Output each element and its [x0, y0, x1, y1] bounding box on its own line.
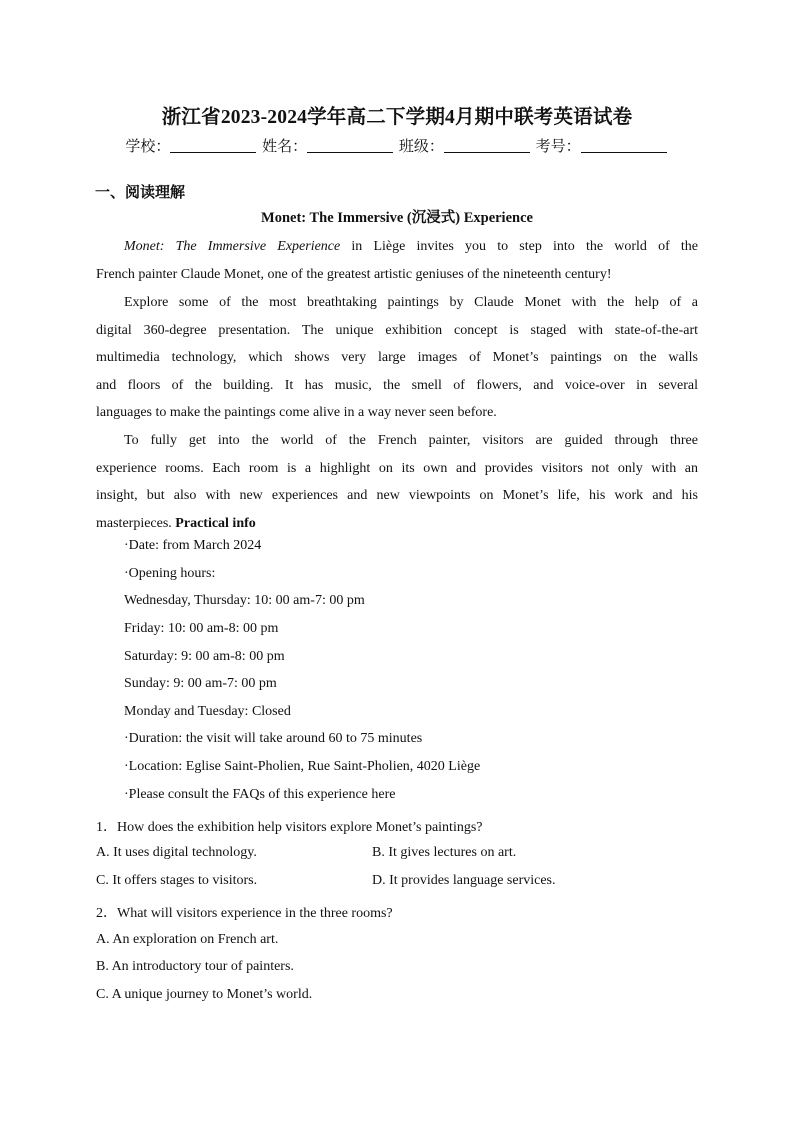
question-2-option-a[interactable]: A. An exploration on French art. — [96, 932, 279, 947]
question-1-option-a[interactable]: A. It uses digital technology. — [96, 845, 257, 860]
name-blank[interactable] — [307, 138, 393, 153]
paragraph-line: experience rooms. Each room is a highlight on its own and provides visitors not only with an — [96, 460, 698, 476]
info-faq: ·Please consult the FAQs of this experience here — [124, 787, 396, 802]
info-duration: ·Duration: the visit will take around 60 to 75 minutes — [124, 731, 423, 746]
paragraph-line: masterpieces. Practical info — [96, 515, 256, 531]
info-hours-fri: Friday: 10: 00 am-8: 00 pm — [124, 621, 279, 636]
info-hours-sat: Saturday: 9: 00 am-8: 00 pm — [124, 649, 285, 664]
exam-number-label: 考号： — [535, 139, 581, 155]
question-2-stem: 2．What will visitors experience in the three rooms? — [96, 906, 393, 921]
question-1-stem: 1．How does the exhibition help visitors explore Monet’s paintings? — [96, 820, 483, 835]
paragraph-line: Monet: The Immersive Experience in Liège invites you to step into the world of the — [124, 239, 699, 254]
paragraph-line: Explore some of the most breathtaking paintings by Claude Monet with the help of a — [124, 295, 698, 310]
paragraph-line: and floors of the building. It has music, the smell of flowers, and voice-over in several — [96, 377, 698, 393]
info-date: ·Date: from March 2024 — [124, 538, 262, 553]
paragraph-line: insight, but also with new experiences and new viewpoints on Monet’s life, his work and his — [96, 488, 698, 504]
student-info-row — [0, 135, 794, 156]
paragraph-line: French painter Claude Monet, one of the greatest artistic geniuses of the nineteenth century! — [96, 266, 612, 282]
italic-title: Monet: The Immersive Experience — [124, 239, 341, 254]
paragraph-line: languages to make the paintings come alive in a way never seen before. — [96, 405, 497, 421]
info-hours-wed-thu: Wednesday, Thursday: 10: 00 am-7: 00 pm — [124, 593, 365, 608]
article-paragraph-1 — [96, 233, 698, 288]
exam-title: 浙江省2023-2024学年高二下学期4月期中联考英语试卷 — [161, 107, 633, 128]
question-1-option-c[interactable]: C. It offers stages to visitors. — [96, 873, 258, 888]
question-1-option-b[interactable]: B. It gives lectures on art. — [372, 845, 517, 860]
info-location: ·Location: Eglise Saint-Pholien, Rue Saint-Pholien, 4020 Liège — [124, 759, 481, 774]
paragraph-line: To fully get into the world of the French painter, visitors are guided through three — [124, 433, 698, 448]
school-label: 学校： — [125, 139, 171, 155]
paragraph-line: multimedia technology, which shows very large images of Monet’s paintings on the walls — [96, 350, 698, 366]
article-title: Monet: The Immersive (沉浸式) Experience — [261, 210, 533, 226]
question-2-option-c[interactable]: C. A unique journey to Monet’s world. — [96, 987, 313, 1002]
question-1-option-d[interactable]: D. It provides language services. — [372, 873, 556, 888]
article-paragraph-3 — [96, 427, 698, 537]
question-2-option-b[interactable]: B. An introductory tour of painters. — [96, 959, 294, 974]
class-label: 班级： — [398, 139, 444, 155]
section-heading: 一、阅读理解 — [95, 185, 186, 201]
name-label: 姓名： — [262, 139, 308, 155]
practical-info-heading: Practical info — [175, 515, 256, 531]
info-opening-hours: ·Opening hours: — [124, 566, 216, 581]
paragraph-line: digital 360-degree presentation. The unique exhibition concept is staged with state-of-the-art — [96, 322, 698, 338]
class-blank[interactable] — [444, 138, 530, 153]
article-paragraph-2 — [96, 289, 698, 427]
school-blank[interactable] — [170, 138, 256, 153]
info-hours-sun: Sunday: 9: 00 am-7: 00 pm — [124, 676, 277, 691]
info-hours-mon-tue: Monday and Tuesday: Closed — [124, 704, 291, 719]
exam-number-blank[interactable] — [581, 138, 667, 153]
